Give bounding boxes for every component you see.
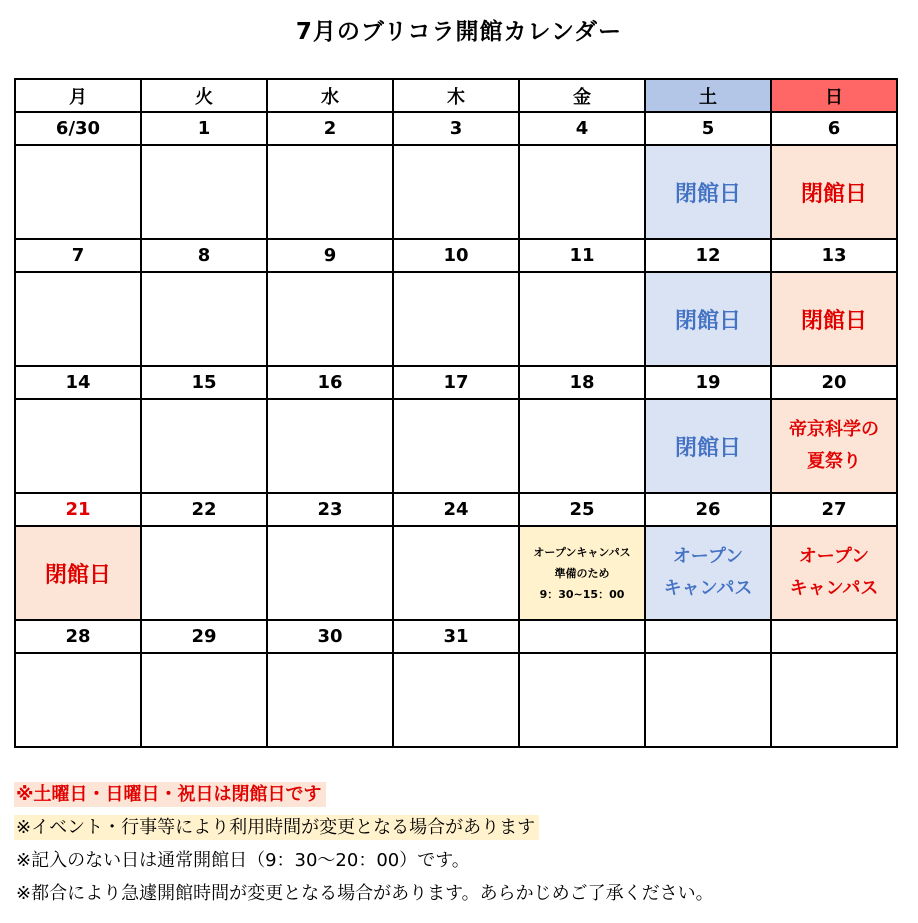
date-number: 16 — [267, 366, 393, 399]
day-note — [520, 542, 644, 605]
footnote-normal-hours: ※記入のない日は通常開館日（9：30～20：00）です。 — [16, 850, 470, 871]
day-note-line: キャンパス — [663, 578, 753, 599]
date-number: 23 — [267, 493, 393, 526]
day-cell — [141, 272, 267, 366]
date-number: 4 — [519, 112, 645, 145]
footnote-closed-days: ※土曜日・日曜日・祝日は閉館日です — [14, 778, 716, 811]
date-number: 19 — [645, 366, 771, 399]
date-number: 15 — [141, 366, 267, 399]
day-cell — [519, 526, 645, 620]
date-row — [15, 112, 897, 145]
date-number: 12 — [645, 239, 771, 272]
day-note-line: オープン — [798, 546, 870, 567]
date-number: 10 — [393, 239, 519, 272]
day-note-line: オープンキャンパス — [533, 545, 631, 559]
day-cell — [645, 399, 771, 493]
date-number: 1 — [141, 112, 267, 145]
day-note-line: 9：30~15：00 — [539, 587, 625, 601]
page-title: 7月のブリコラ開館カレンダー — [295, 19, 623, 45]
day-body-row — [15, 145, 897, 239]
footnotes — [14, 778, 716, 910]
day-note-line: 閉館日 — [44, 562, 111, 588]
weekday-sun: 日 — [771, 79, 897, 112]
date-row — [15, 620, 897, 653]
day-note-line: オープン — [672, 546, 744, 567]
date-number: 20 — [771, 366, 897, 399]
day-note-line: 準備のため — [554, 566, 610, 580]
day-cell — [15, 145, 141, 239]
day-note — [772, 541, 896, 605]
day-note — [646, 431, 770, 462]
weekday-thu: 木 — [393, 79, 519, 112]
day-cell — [267, 272, 393, 366]
date-number: 6 — [771, 112, 897, 145]
day-note-line: キャンパス — [789, 578, 879, 599]
day-note-line: 閉館日 — [674, 435, 741, 461]
day-cell — [141, 145, 267, 239]
day-cell — [771, 526, 897, 620]
date-number: 30 — [267, 620, 393, 653]
weekday-header-row — [15, 79, 897, 112]
day-note-line: 閉館日 — [800, 181, 867, 207]
weekday-wed: 水 — [267, 79, 393, 112]
date-number: 27 — [771, 493, 897, 526]
day-cell — [771, 653, 897, 747]
day-cell — [267, 145, 393, 239]
day-note — [16, 558, 140, 589]
calendar-table — [14, 78, 898, 748]
day-cell — [267, 653, 393, 747]
date-number: 8 — [141, 239, 267, 272]
date-number: 22 — [141, 493, 267, 526]
day-cell — [267, 526, 393, 620]
date-row — [15, 493, 897, 526]
footnote-event-change: ※イベント・行事等により利用時間が変更となる場合があります — [14, 811, 716, 844]
day-cell — [15, 526, 141, 620]
date-number — [645, 620, 771, 653]
day-cell — [15, 399, 141, 493]
day-note-line: 帝京科学の — [789, 419, 879, 440]
date-number: 25 — [519, 493, 645, 526]
day-body-row — [15, 399, 897, 493]
day-cell — [645, 653, 771, 747]
day-note — [646, 541, 770, 605]
day-cell — [141, 526, 267, 620]
date-number: 7 — [15, 239, 141, 272]
date-number: 29 — [141, 620, 267, 653]
day-cell — [15, 272, 141, 366]
day-note-line: 夏祭り — [807, 451, 861, 472]
date-number: 28 — [15, 620, 141, 653]
day-cell — [393, 399, 519, 493]
day-note-line: 閉館日 — [800, 308, 867, 334]
date-number: 24 — [393, 493, 519, 526]
weekday-tue: 火 — [141, 79, 267, 112]
date-number: 14 — [15, 366, 141, 399]
day-cell — [519, 399, 645, 493]
day-cell — [141, 653, 267, 747]
day-note — [646, 177, 770, 208]
weekday-fri: 金 — [519, 79, 645, 112]
date-number: 31 — [393, 620, 519, 653]
day-note — [646, 304, 770, 335]
day-cell — [393, 653, 519, 747]
date-row — [15, 366, 897, 399]
date-number: 9 — [267, 239, 393, 272]
day-body-row — [15, 653, 897, 747]
day-note-line: 閉館日 — [674, 181, 741, 207]
day-cell — [645, 145, 771, 239]
date-number: 5 — [645, 112, 771, 145]
date-number: 6/30 — [15, 112, 141, 145]
date-number: 21 — [15, 493, 141, 526]
day-cell — [393, 145, 519, 239]
day-cell — [771, 272, 897, 366]
day-note — [772, 304, 896, 335]
date-number — [771, 620, 897, 653]
date-row — [15, 239, 897, 272]
day-cell — [393, 526, 519, 620]
date-number: 13 — [771, 239, 897, 272]
day-body-row — [15, 526, 897, 620]
date-number: 26 — [645, 493, 771, 526]
date-number — [519, 620, 645, 653]
day-note — [772, 177, 896, 208]
day-note — [772, 414, 896, 478]
weekday-mon: 月 — [15, 79, 141, 112]
date-number: 3 — [393, 112, 519, 145]
weekday-sat: 土 — [645, 79, 771, 112]
date-number: 11 — [519, 239, 645, 272]
date-number: 17 — [393, 366, 519, 399]
day-cell — [771, 145, 897, 239]
day-cell — [267, 399, 393, 493]
day-cell — [393, 272, 519, 366]
day-cell — [645, 526, 771, 620]
day-cell — [771, 399, 897, 493]
day-cell — [141, 399, 267, 493]
day-cell — [15, 653, 141, 747]
day-note-line: 閉館日 — [674, 308, 741, 334]
day-cell — [519, 272, 645, 366]
day-cell — [519, 145, 645, 239]
day-cell — [645, 272, 771, 366]
footnote-sudden-change: ※都合により急遽開館時間が変更となる場合があります。あらかじめご了承ください。 — [16, 883, 714, 904]
date-number: 2 — [267, 112, 393, 145]
day-cell — [519, 653, 645, 747]
date-number: 18 — [519, 366, 645, 399]
day-body-row — [15, 272, 897, 366]
